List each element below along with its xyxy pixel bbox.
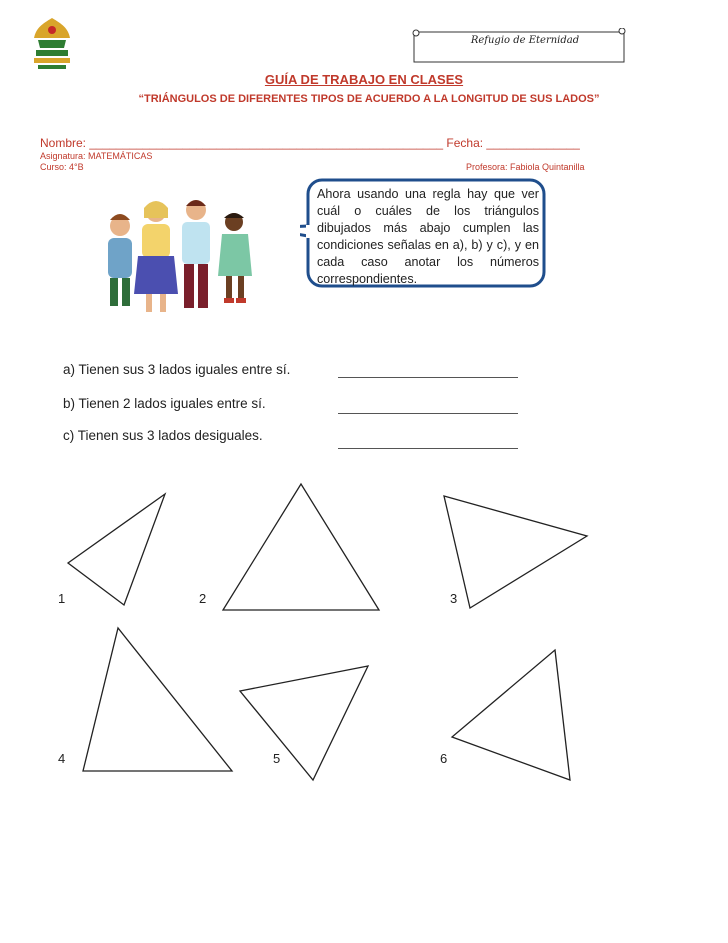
name-date-line: Nombre: _____________________________________________________ Fecha: ______________ (40, 136, 580, 150)
page-title: GUÍA DE TRABAJO EN CLASES (264, 72, 464, 87)
course-label: Curso: 4°B (40, 162, 84, 172)
triangle-3 (444, 496, 587, 608)
triangle-number-5: 5 (273, 751, 281, 766)
question-c: c) Tienen sus 3 lados desiguales. (63, 428, 263, 443)
answer-line-c[interactable] (338, 448, 518, 449)
children-illustration (92, 190, 262, 320)
instructions-text: Ahora usando una regla hay que ver cuál o cuáles de los triángulos dibujados más abajo cumplen las condiciones señalas en a), b) y c), y en cada caso anotar los números correspondientes. (317, 187, 539, 286)
scroll-text: Refugio de Eternidad (470, 35, 580, 46)
subject-label: Asignatura: MATEMÁTICAS (40, 151, 153, 161)
page-subtitle: “TRIÁNGULOS DE DIFERENTES TIPOS DE ACUERDO A LA LONGITUD DE SUS LADOS” (138, 93, 600, 105)
triangle-number-4: 4 (58, 751, 66, 766)
scroll-banner (410, 28, 628, 64)
triangle-1 (68, 494, 165, 605)
teacher-label: Profesora: Fabiola Quintanilla (466, 162, 585, 172)
triangle-number-1: 1 (58, 591, 66, 606)
triangle-number-2: 2 (199, 591, 207, 606)
triangle-4 (83, 628, 232, 771)
school-crest-icon (28, 14, 76, 72)
triangle-6 (452, 650, 570, 780)
triangles-figure (0, 470, 728, 800)
answer-line-b[interactable] (338, 413, 518, 414)
answer-line-a[interactable] (338, 377, 518, 378)
triangle-number-6: 6 (440, 751, 448, 766)
question-a: a) Tienen sus 3 lados iguales entre sí. (63, 362, 291, 377)
triangle-number-3: 3 (450, 591, 458, 606)
question-b: b) Tienen 2 lados iguales entre sí. (63, 396, 266, 411)
triangle-2 (223, 484, 379, 610)
triangle-5 (240, 666, 368, 780)
